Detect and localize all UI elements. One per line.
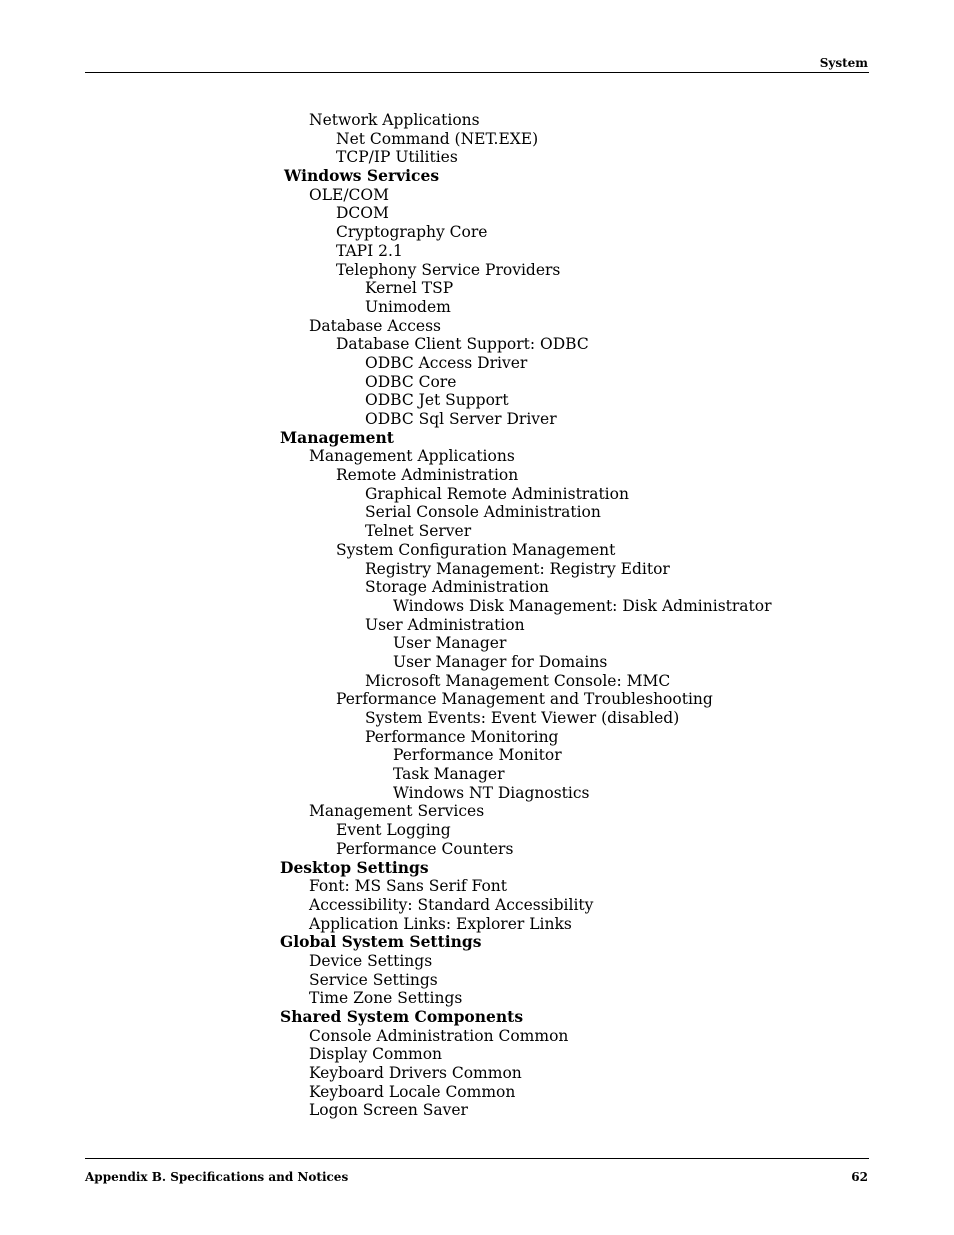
- outline-item: Database Access: [309, 316, 441, 335]
- header-rule: [85, 72, 869, 73]
- outline-item: Performance Counters: [336, 839, 514, 858]
- outline-item: Keyboard Drivers Common: [309, 1064, 522, 1083]
- section-heading: Desktop Settings: [280, 857, 429, 877]
- outline-item: Application Links: Explorer Links: [309, 914, 572, 933]
- outline-item: DCOM: [336, 204, 389, 223]
- outline-item: Cryptography Core: [336, 223, 488, 242]
- outline-item: Kernel TSP: [365, 279, 454, 298]
- outline-item: Net Command (NET.EXE): [336, 129, 539, 148]
- outline-item: Telnet Server: [365, 522, 472, 541]
- section-heading: Windows Services: [284, 166, 440, 186]
- section-heading: Shared System Components: [280, 1007, 524, 1026]
- outline-item: Microsoft Management Console: MMC: [365, 671, 671, 690]
- outline-item: Unimodem: [365, 297, 451, 316]
- outline-item: Windows NT Diagnostics: [393, 783, 590, 802]
- outline-item: User Manager: [393, 634, 507, 653]
- outline-item: Service Settings: [309, 970, 438, 989]
- component-outline: [0, 111, 954, 1120]
- outline-item: User Administration: [365, 615, 525, 634]
- outline-item: Accessibility: Standard Accessibility: [309, 895, 594, 914]
- outline-item: Logon Screen Saver: [309, 1101, 468, 1120]
- outline-item: Remote Administration: [336, 466, 519, 485]
- outline-item: Performance Management and Troubleshooting: [336, 690, 713, 709]
- outline-item: Task Manager: [393, 765, 505, 784]
- outline-item: Registry Management: Registry Editor: [365, 559, 670, 578]
- outline-item: ODBC Core: [365, 372, 457, 391]
- outline-item: Console Administration Common: [309, 1026, 569, 1045]
- outline-item: ODBC Access Driver: [365, 353, 528, 372]
- outline-item: System Configuration Management: [336, 540, 616, 559]
- outline-item: TCP/IP Utilities: [336, 148, 458, 167]
- outline-item: Device Settings: [309, 951, 433, 970]
- footer-rule: [85, 1158, 869, 1159]
- outline-item: Event Logging: [336, 821, 451, 840]
- outline-item: User Manager for Domains: [393, 652, 608, 671]
- outline-item: Font: MS Sans Serif Font: [309, 877, 508, 896]
- outline-item: Management Services: [309, 802, 485, 821]
- section-heading: Global System Settings: [280, 932, 482, 952]
- outline-item: Serial Console Administration: [365, 503, 601, 522]
- outline-item: Network Applications: [309, 111, 480, 129]
- outline-item: Windows Disk Management: Disk Administrator: [393, 596, 772, 615]
- outline-item: System Events: Event Viewer (disabled): [365, 709, 680, 727]
- footer-title: Appendix B. Specifications and Notices: [85, 1170, 349, 1184]
- outline-item: TAPI 2.1: [336, 241, 403, 260]
- page-number: 62: [851, 1170, 868, 1184]
- outline-item: Storage Administration: [365, 578, 549, 597]
- outline-item: Telephony Service Providers: [336, 260, 561, 279]
- outline-item: Performance Monitoring: [365, 727, 559, 746]
- outline-item: ODBC Jet Support: [365, 391, 509, 410]
- outline-item: Keyboard Locale Common: [309, 1082, 516, 1101]
- outline-item: OLE/COM: [309, 185, 389, 204]
- section-heading: Management: [280, 427, 394, 447]
- running-head: System: [819, 56, 868, 70]
- outline-item: Display Common: [309, 1045, 443, 1064]
- outline-item: Database Client Support: ODBC: [336, 335, 589, 354]
- outline-item: Time Zone Settings: [309, 989, 463, 1008]
- outline-item: Performance Monitor: [393, 746, 562, 765]
- outline-item: Management Applications: [309, 447, 515, 466]
- outline-item: Graphical Remote Administration: [365, 484, 629, 503]
- outline-item: ODBC Sql Server Driver: [365, 410, 557, 428]
